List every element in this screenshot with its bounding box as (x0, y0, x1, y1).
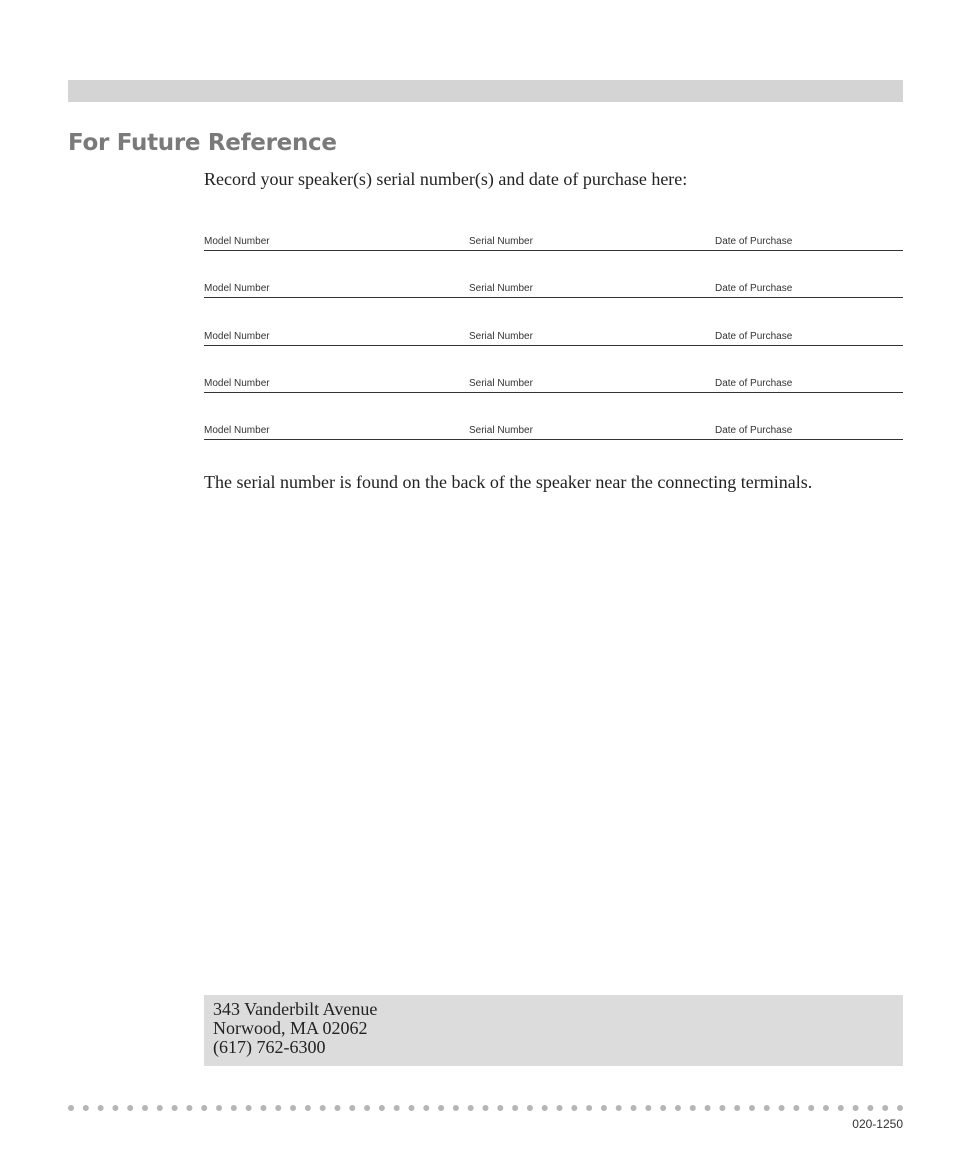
divider-dot (320, 1105, 326, 1111)
address-city: Norwood, MA 02062 (213, 1018, 368, 1038)
divider-dot (734, 1105, 740, 1111)
divider-dot (172, 1105, 178, 1111)
model-number-field[interactable]: Model Number (204, 283, 270, 294)
address-street: 343 Vanderbilt Avenue (213, 999, 378, 1019)
divider-dot (83, 1105, 89, 1111)
header-bar (68, 80, 903, 102)
model-number-field[interactable]: Model Number (204, 331, 270, 342)
form-row (204, 331, 903, 346)
model-number-field[interactable]: Model Number (204, 425, 270, 436)
divider-dot (201, 1105, 207, 1111)
form-row (204, 283, 903, 298)
divider-dot (645, 1105, 651, 1111)
divider-dot (690, 1105, 696, 1111)
divider-dot (157, 1105, 163, 1111)
address-phone: (617) 762-6300 (213, 1037, 326, 1057)
page-title: For Future Reference (68, 130, 337, 156)
divider-dot (897, 1105, 903, 1111)
intro-text: Record your speaker(s) serial number(s) and date of purchase here: (204, 169, 688, 189)
divider-dot (557, 1105, 563, 1111)
divider-dot (349, 1105, 355, 1111)
divider-dot (423, 1105, 429, 1111)
serial-number-field[interactable]: Serial Number (469, 283, 533, 294)
divider-dot (571, 1105, 577, 1111)
divider-dot (438, 1105, 444, 1111)
divider-dot (808, 1105, 814, 1111)
divider-dot (305, 1105, 311, 1111)
divider-dot (586, 1105, 592, 1111)
divider-dot (364, 1105, 370, 1111)
divider-dot (764, 1105, 770, 1111)
form-row (204, 236, 903, 251)
divider-dot (186, 1105, 192, 1111)
divider-dot (112, 1105, 118, 1111)
form-row (204, 378, 903, 393)
serial-location-note: The serial number is found on the back of the speaker near the connecting terminals. (204, 472, 813, 492)
address-box (204, 995, 903, 1066)
divider-dot (631, 1105, 637, 1111)
divider-dot (719, 1105, 725, 1111)
date-of-purchase-field[interactable]: Date of Purchase (715, 425, 793, 436)
divider-dot (468, 1105, 474, 1111)
divider-dot (394, 1105, 400, 1111)
divider-dot (705, 1105, 711, 1111)
serial-number-field[interactable]: Serial Number (469, 378, 533, 389)
divider-dot (453, 1105, 459, 1111)
divider-dot (216, 1105, 222, 1111)
divider-dot (260, 1105, 266, 1111)
divider-dot (542, 1105, 548, 1111)
serial-number-field[interactable]: Serial Number (469, 236, 533, 247)
divider-dot (793, 1105, 799, 1111)
date-of-purchase-field[interactable]: Date of Purchase (715, 236, 793, 247)
divider-dot (127, 1105, 133, 1111)
divider-dot (749, 1105, 755, 1111)
divider-dot (616, 1105, 622, 1111)
divider-dot (497, 1105, 503, 1111)
divider-dot (483, 1105, 489, 1111)
divider-dot (601, 1105, 607, 1111)
divider-dot (231, 1105, 237, 1111)
divider-dot (838, 1105, 844, 1111)
divider-dot (675, 1105, 681, 1111)
serial-number-field[interactable]: Serial Number (469, 425, 533, 436)
divider-dot (779, 1105, 785, 1111)
divider-dot (334, 1105, 340, 1111)
divider-dot (379, 1105, 385, 1111)
model-number-field[interactable]: Model Number (204, 378, 270, 389)
serial-number-field[interactable]: Serial Number (469, 331, 533, 342)
divider-dot (98, 1105, 104, 1111)
date-of-purchase-field[interactable]: Date of Purchase (715, 283, 793, 294)
divider-dot (246, 1105, 252, 1111)
divider-dot (882, 1105, 888, 1111)
divider-dot (275, 1105, 281, 1111)
document-code: 020-1250 (852, 1117, 903, 1131)
divider-dot (68, 1105, 74, 1111)
date-of-purchase-field[interactable]: Date of Purchase (715, 331, 793, 342)
form-row (204, 425, 903, 440)
divider-dot (660, 1105, 666, 1111)
divider-dot (527, 1105, 533, 1111)
divider-dot (290, 1105, 296, 1111)
divider-dot (867, 1105, 873, 1111)
divider-dot (823, 1105, 829, 1111)
divider-dot (142, 1105, 148, 1111)
dotted-divider (68, 1104, 903, 1112)
date-of-purchase-field[interactable]: Date of Purchase (715, 378, 793, 389)
divider-dot (408, 1105, 414, 1111)
divider-dot (853, 1105, 859, 1111)
divider-dot (512, 1105, 518, 1111)
model-number-field[interactable]: Model Number (204, 236, 270, 247)
